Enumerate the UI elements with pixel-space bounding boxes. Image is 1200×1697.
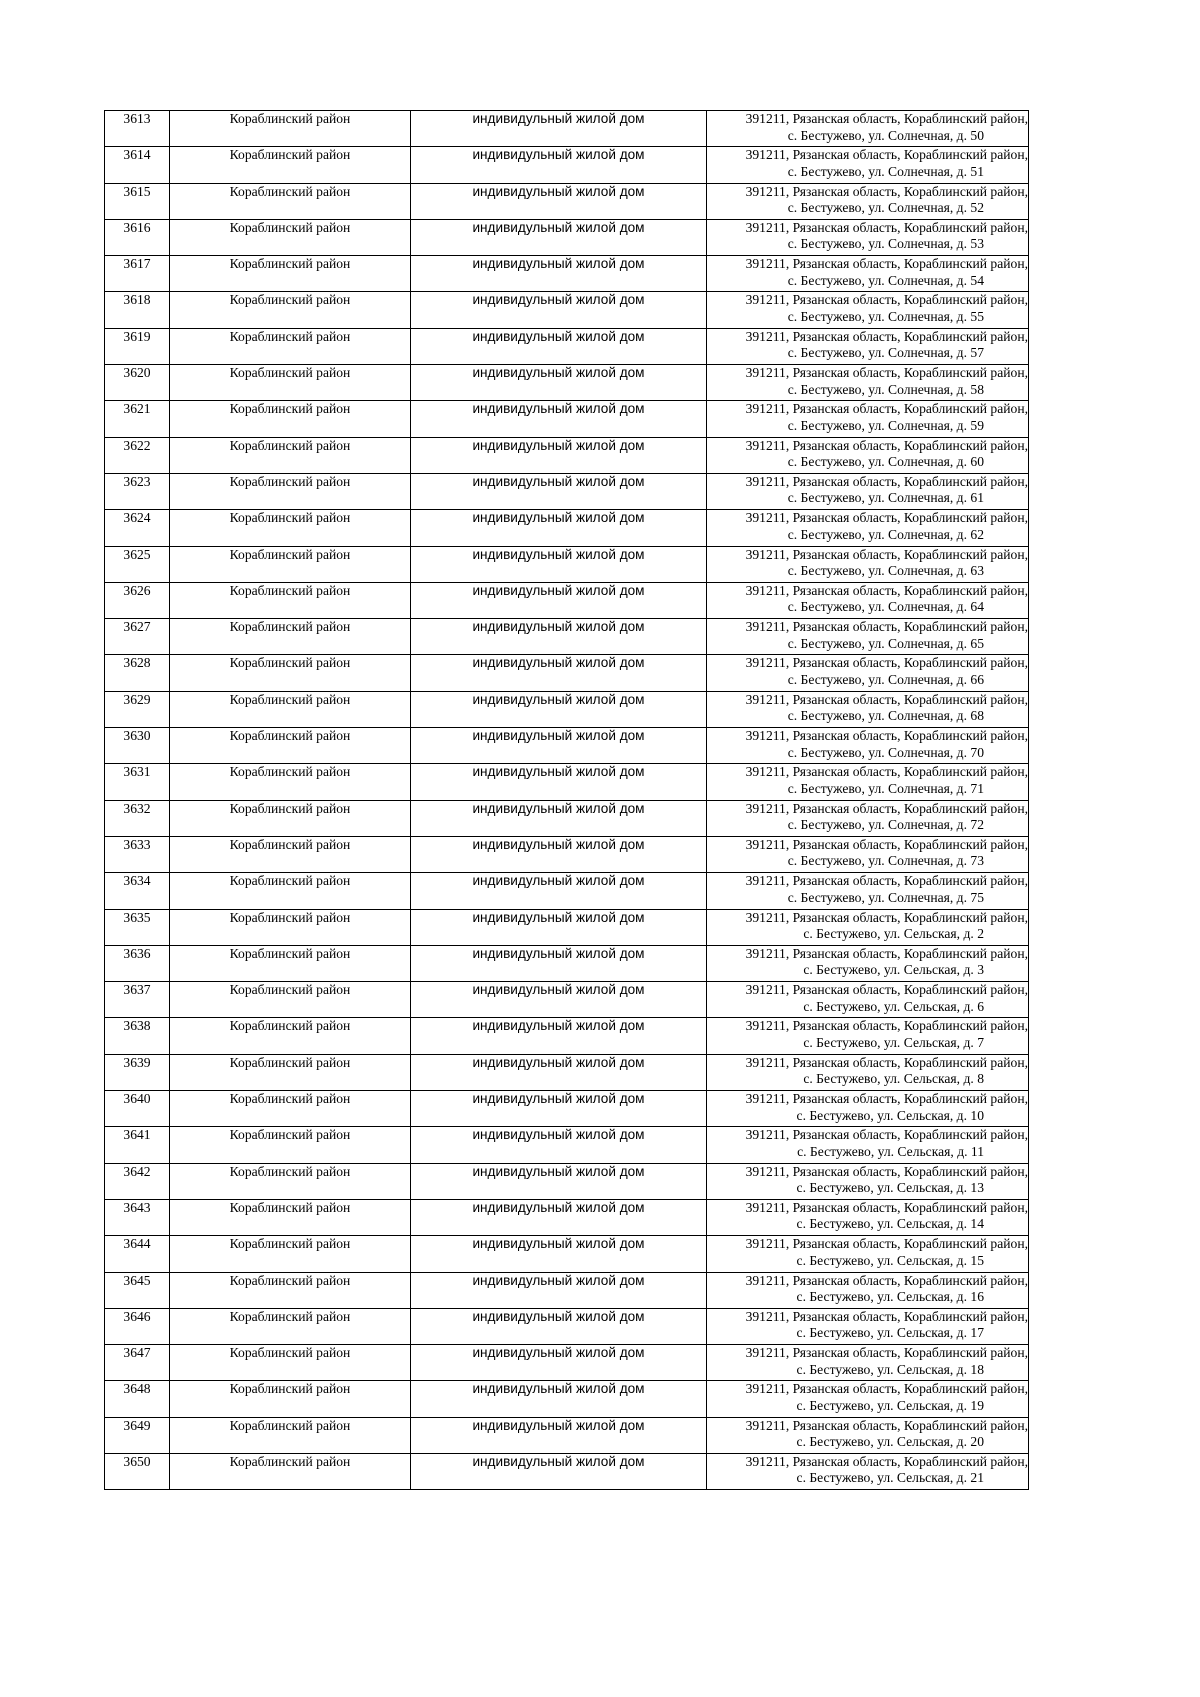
district-cell: Кораблинский район: [170, 546, 411, 582]
address-line-2: с. Бестужево, ул. Солнечная, д. 51: [787, 163, 984, 179]
object-type-cell: индивидульный жилой дом: [411, 1272, 707, 1308]
address-cell: [707, 1417, 1029, 1453]
object-type-cell: индивидульный жилой дом: [411, 1417, 707, 1453]
object-type-cell: индивидульный жилой дом: [411, 655, 707, 691]
district-cell: Кораблинский район: [170, 728, 411, 764]
address-cell: [707, 111, 1029, 147]
table-row: [105, 328, 1029, 364]
address-cell: [707, 1163, 1029, 1199]
object-type-cell: индивидульный жилой дом: [411, 945, 707, 981]
address-cell: [707, 836, 1029, 872]
address-line-2: с. Бестужево, ул. Солнечная, д. 62: [787, 526, 984, 542]
row-number-cell: 3626: [105, 582, 170, 618]
table-row: [105, 546, 1029, 582]
table-row: [105, 764, 1029, 800]
row-number-cell: 3620: [105, 365, 170, 401]
row-number-cell: 3640: [105, 1091, 170, 1127]
table-row: [105, 1417, 1029, 1453]
address-cell: [707, 800, 1029, 836]
address-line-1: 391211, Рязанская область, Кораблинский район,: [745, 1453, 1028, 1469]
district-cell: Кораблинский район: [170, 1163, 411, 1199]
address-line-1: 391211, Рязанская область, Кораблинский район,: [745, 728, 1028, 744]
object-type-cell: индивидульный жилой дом: [411, 764, 707, 800]
address-line-2: с. Бестужево, ул. Солнечная, д. 58: [787, 381, 984, 397]
address-line-1: 391211, Рязанская область, Кораблинский район,: [745, 510, 1028, 526]
object-type-cell: индивидульный жилой дом: [411, 219, 707, 255]
object-type-cell: индивидульный жилой дом: [411, 1381, 707, 1417]
row-number-cell: 3629: [105, 691, 170, 727]
address-line-1: 391211, Рязанская область, Кораблинский район,: [745, 219, 1028, 235]
address-line-1: 391211, Рязанская область, Кораблинский район,: [745, 1127, 1028, 1143]
address-line-2: с. Бестужево, ул. Сельская, д. 10: [796, 1107, 984, 1123]
table-row: [105, 873, 1029, 909]
address-cell: [707, 1054, 1029, 1090]
row-number-cell: 3624: [105, 510, 170, 546]
address-line-1: 391211, Рязанская область, Кораблинский район,: [745, 945, 1028, 961]
row-number-cell: 3641: [105, 1127, 170, 1163]
registry-table: [104, 110, 1029, 1490]
address-cell: [707, 691, 1029, 727]
row-number-cell: 3619: [105, 328, 170, 364]
address-line-1: 391211, Рязанская область, Кораблинский район,: [745, 1091, 1028, 1107]
address-cell: [707, 619, 1029, 655]
address-line-2: с. Бестужево, ул. Солнечная, д. 55: [787, 308, 984, 324]
address-cell: [707, 1381, 1029, 1417]
address-line-2: с. Бестужево, ул. Сельская, д. 2: [803, 926, 984, 942]
table-row: [105, 437, 1029, 473]
row-number-cell: 3621: [105, 401, 170, 437]
address-cell: [707, 328, 1029, 364]
table-row: [105, 183, 1029, 219]
object-type-cell: индивидульный жилой дом: [411, 1018, 707, 1054]
district-cell: Кораблинский район: [170, 691, 411, 727]
object-type-cell: индивидульный жилой дом: [411, 1127, 707, 1163]
row-number-cell: 3613: [105, 111, 170, 147]
row-number-cell: 3638: [105, 1018, 170, 1054]
address-cell: [707, 1272, 1029, 1308]
address-line-2: с. Бестужево, ул. Сельская, д. 19: [796, 1397, 984, 1413]
district-cell: Кораблинский район: [170, 619, 411, 655]
district-cell: Кораблинский район: [170, 582, 411, 618]
table-row: [105, 836, 1029, 872]
district-cell: Кораблинский район: [170, 836, 411, 872]
address-line-1: 391211, Рязанская область, Кораблинский район,: [745, 836, 1028, 852]
address-cell: [707, 582, 1029, 618]
table-row: [105, 510, 1029, 546]
address-line-1: 391211, Рязанская область, Кораблинский район,: [745, 546, 1028, 562]
district-cell: Кораблинский район: [170, 1054, 411, 1090]
district-cell: Кораблинский район: [170, 147, 411, 183]
address-line-1: 391211, Рязанская область, Кораблинский район,: [745, 111, 1028, 126]
address-line-2: с. Бестужево, ул. Солнечная, д. 57: [787, 345, 984, 361]
address-line-1: 391211, Рязанская область, Кораблинский район,: [745, 256, 1028, 272]
object-type-cell: индивидульный жилой дом: [411, 836, 707, 872]
address-line-2: с. Бестужево, ул. Солнечная, д. 50: [787, 127, 984, 143]
object-type-cell: индивидульный жилой дом: [411, 1091, 707, 1127]
address-line-1: 391211, Рязанская область, Кораблинский район,: [745, 582, 1028, 598]
table-row: [105, 909, 1029, 945]
table-row: [105, 147, 1029, 183]
row-number-cell: 3618: [105, 292, 170, 328]
address-line-2: с. Бестужево, ул. Солнечная, д. 64: [787, 599, 984, 615]
district-cell: Кораблинский район: [170, 219, 411, 255]
row-number-cell: 3648: [105, 1381, 170, 1417]
address-line-2: с. Бестужево, ул. Сельская, д. 8: [803, 1071, 984, 1087]
address-line-1: 391211, Рязанская область, Кораблинский район,: [745, 365, 1028, 381]
address-line-1: 391211, Рязанская область, Кораблинский район,: [745, 1054, 1028, 1070]
object-type-cell: индивидульный жилой дом: [411, 401, 707, 437]
address-line-1: 391211, Рязанская область, Кораблинский район,: [745, 873, 1028, 889]
object-type-cell: индивидульный жилой дом: [411, 873, 707, 909]
address-line-2: с. Бестужево, ул. Сельская, д. 13: [796, 1180, 984, 1196]
address-cell: [707, 728, 1029, 764]
district-cell: Кораблинский район: [170, 111, 411, 147]
address-line-1: 391211, Рязанская область, Кораблинский район,: [745, 1381, 1028, 1397]
address-line-1: 391211, Рязанская область, Кораблинский район,: [745, 437, 1028, 453]
table-row: [105, 401, 1029, 437]
row-number-cell: 3635: [105, 909, 170, 945]
address-line-1: 391211, Рязанская область, Кораблинский район,: [745, 1018, 1028, 1034]
address-line-2: с. Бестужево, ул. Солнечная, д. 54: [787, 272, 984, 288]
object-type-cell: индивидульный жилой дом: [411, 256, 707, 292]
row-number-cell: 3639: [105, 1054, 170, 1090]
district-cell: Кораблинский район: [170, 328, 411, 364]
object-type-cell: индивидульный жилой дом: [411, 1199, 707, 1235]
object-type-cell: индивидульный жилой дом: [411, 800, 707, 836]
address-cell: [707, 1236, 1029, 1272]
address-line-2: с. Бестужево, ул. Солнечная, д. 75: [787, 889, 984, 905]
row-number-cell: 3650: [105, 1453, 170, 1489]
table-row: [105, 1272, 1029, 1308]
table-row: [105, 1127, 1029, 1163]
row-number-cell: 3633: [105, 836, 170, 872]
district-cell: Кораблинский район: [170, 1199, 411, 1235]
district-cell: Кораблинский район: [170, 183, 411, 219]
address-cell: [707, 1345, 1029, 1381]
address-cell: [707, 219, 1029, 255]
table-row: [105, 219, 1029, 255]
object-type-cell: индивидульный жилой дом: [411, 1453, 707, 1489]
address-line-1: 391211, Рязанская область, Кораблинский район,: [745, 473, 1028, 489]
address-line-1: 391211, Рязанская область, Кораблинский район,: [745, 1308, 1028, 1324]
district-cell: Кораблинский район: [170, 1308, 411, 1344]
address-line-1: 391211, Рязанская область, Кораблинский район,: [745, 1199, 1028, 1215]
row-number-cell: 3636: [105, 945, 170, 981]
row-number-cell: 3627: [105, 619, 170, 655]
registry-table-body: [105, 111, 1029, 1490]
address-cell: [707, 945, 1029, 981]
object-type-cell: индивидульный жилой дом: [411, 691, 707, 727]
table-row: [105, 1381, 1029, 1417]
object-type-cell: индивидульный жилой дом: [411, 111, 707, 147]
table-row: [105, 1018, 1029, 1054]
object-type-cell: индивидульный жилой дом: [411, 147, 707, 183]
address-line-1: 391211, Рязанская область, Кораблинский район,: [745, 909, 1028, 925]
address-cell: [707, 873, 1029, 909]
district-cell: Кораблинский район: [170, 655, 411, 691]
row-number-cell: 3644: [105, 1236, 170, 1272]
address-line-2: с. Бестужево, ул. Сельская, д. 6: [803, 998, 984, 1014]
address-line-1: 391211, Рязанская область, Кораблинский район,: [745, 691, 1028, 707]
address-line-1: 391211, Рязанская область, Кораблинский район,: [745, 1272, 1028, 1288]
row-number-cell: 3642: [105, 1163, 170, 1199]
address-cell: [707, 365, 1029, 401]
district-cell: Кораблинский район: [170, 1345, 411, 1381]
table-row: [105, 619, 1029, 655]
table-row: [105, 655, 1029, 691]
address-cell: [707, 292, 1029, 328]
row-number-cell: 3630: [105, 728, 170, 764]
table-row: [105, 582, 1029, 618]
address-cell: [707, 473, 1029, 509]
table-row: [105, 728, 1029, 764]
object-type-cell: индивидульный жилой дом: [411, 982, 707, 1018]
address-line-2: с. Бестужево, ул. Солнечная, д. 68: [787, 708, 984, 724]
table-row: [105, 1199, 1029, 1235]
address-cell: [707, 256, 1029, 292]
address-cell: [707, 1091, 1029, 1127]
address-line-2: с. Бестужево, ул. Сельская, д. 20: [796, 1434, 984, 1450]
address-cell: [707, 1308, 1029, 1344]
row-number-cell: 3625: [105, 546, 170, 582]
district-cell: Кораблинский район: [170, 945, 411, 981]
row-number-cell: 3614: [105, 147, 170, 183]
table-row: [105, 292, 1029, 328]
object-type-cell: индивидульный жилой дом: [411, 728, 707, 764]
address-line-2: с. Бестужево, ул. Сельская, д. 3: [803, 962, 984, 978]
address-line-2: с. Бестужево, ул. Сельская, д. 7: [803, 1034, 984, 1050]
table-row: [105, 256, 1029, 292]
district-cell: Кораблинский район: [170, 1381, 411, 1417]
table-row: [105, 473, 1029, 509]
address-cell: [707, 655, 1029, 691]
address-line-2: с. Бестужево, ул. Солнечная, д. 73: [787, 853, 984, 869]
table-row: [105, 982, 1029, 1018]
address-line-2: с. Бестужево, ул. Сельская, д. 17: [796, 1325, 984, 1341]
object-type-cell: индивидульный жилой дом: [411, 183, 707, 219]
object-type-cell: индивидульный жилой дом: [411, 1345, 707, 1381]
row-number-cell: 3646: [105, 1308, 170, 1344]
address-line-1: 391211, Рязанская область, Кораблинский район,: [745, 1345, 1028, 1361]
address-cell: [707, 764, 1029, 800]
address-cell: [707, 546, 1029, 582]
table-row: [105, 111, 1029, 147]
address-line-2: с. Бестужево, ул. Сельская, д. 18: [796, 1361, 984, 1377]
table-row: [105, 1163, 1029, 1199]
object-type-cell: индивидульный жилой дом: [411, 546, 707, 582]
district-cell: Кораблинский район: [170, 1236, 411, 1272]
object-type-cell: индивидульный жилой дом: [411, 510, 707, 546]
table-row: [105, 1054, 1029, 1090]
row-number-cell: 3634: [105, 873, 170, 909]
address-cell: [707, 401, 1029, 437]
object-type-cell: индивидульный жилой дом: [411, 1236, 707, 1272]
address-line-2: с. Бестужево, ул. Сельская, д. 21: [796, 1470, 984, 1486]
address-line-1: 391211, Рязанская область, Кораблинский район,: [745, 800, 1028, 816]
district-cell: Кораблинский район: [170, 1127, 411, 1163]
object-type-cell: индивидульный жилой дом: [411, 437, 707, 473]
address-line-2: с. Бестужево, ул. Сельская, д. 14: [796, 1216, 984, 1232]
address-line-2: с. Бестужево, ул. Сельская, д. 15: [796, 1252, 984, 1268]
object-type-cell: индивидульный жилой дом: [411, 582, 707, 618]
table-row: [105, 1236, 1029, 1272]
address-cell: [707, 1018, 1029, 1054]
table-row: [105, 1345, 1029, 1381]
table-row: [105, 1091, 1029, 1127]
table-row: [105, 365, 1029, 401]
address-line-1: 391211, Рязанская область, Кораблинский район,: [745, 764, 1028, 780]
address-line-2: с. Бестужево, ул. Сельская, д. 11: [797, 1143, 984, 1159]
address-line-2: с. Бестужево, ул. Солнечная, д. 63: [787, 563, 984, 579]
address-line-1: 391211, Рязанская область, Кораблинский район,: [745, 328, 1028, 344]
object-type-cell: индивидульный жилой дом: [411, 1054, 707, 1090]
table-row: [105, 1308, 1029, 1344]
address-cell: [707, 147, 1029, 183]
row-number-cell: 3622: [105, 437, 170, 473]
object-type-cell: индивидульный жилой дом: [411, 1163, 707, 1199]
address-cell: [707, 982, 1029, 1018]
address-line-1: 391211, Рязанская область, Кораблинский район,: [745, 401, 1028, 417]
district-cell: Кораблинский район: [170, 1272, 411, 1308]
address-cell: [707, 1199, 1029, 1235]
district-cell: Кораблинский район: [170, 1091, 411, 1127]
object-type-cell: индивидульный жилой дом: [411, 909, 707, 945]
address-line-2: с. Бестужево, ул. Солнечная, д. 72: [787, 817, 984, 833]
district-cell: Кораблинский район: [170, 256, 411, 292]
address-cell: [707, 183, 1029, 219]
district-cell: Кораблинский район: [170, 982, 411, 1018]
object-type-cell: индивидульный жилой дом: [411, 473, 707, 509]
row-number-cell: 3617: [105, 256, 170, 292]
address-line-1: 391211, Рязанская область, Кораблинский район,: [745, 655, 1028, 671]
row-number-cell: 3643: [105, 1199, 170, 1235]
object-type-cell: индивидульный жилой дом: [411, 292, 707, 328]
address-line-1: 391211, Рязанская область, Кораблинский район,: [745, 183, 1028, 199]
address-line-2: с. Бестужево, ул. Сельская, д. 16: [796, 1289, 984, 1304]
table-row: [105, 1453, 1029, 1489]
address-line-1: 391211, Рязанская область, Кораблинский район,: [745, 147, 1028, 163]
row-number-cell: 3632: [105, 800, 170, 836]
district-cell: Кораблинский район: [170, 473, 411, 509]
address-line-2: с. Бестужево, ул. Солнечная, д. 66: [787, 671, 984, 687]
row-number-cell: 3649: [105, 1417, 170, 1453]
address-line-2: с. Бестужево, ул. Солнечная, д. 65: [787, 635, 984, 651]
district-cell: Кораблинский район: [170, 1417, 411, 1453]
row-number-cell: 3637: [105, 982, 170, 1018]
district-cell: Кораблинский район: [170, 510, 411, 546]
row-number-cell: 3616: [105, 219, 170, 255]
object-type-cell: индивидульный жилой дом: [411, 619, 707, 655]
district-cell: Кораблинский район: [170, 1453, 411, 1489]
address-cell: [707, 1453, 1029, 1489]
district-cell: Кораблинский район: [170, 909, 411, 945]
row-number-cell: 3631: [105, 764, 170, 800]
address-cell: [707, 510, 1029, 546]
address-line-1: 391211, Рязанская область, Кораблинский район,: [745, 1417, 1028, 1433]
district-cell: Кораблинский район: [170, 401, 411, 437]
address-line-2: с. Бестужево, ул. Солнечная, д. 52: [787, 200, 984, 216]
table-row: [105, 800, 1029, 836]
address-cell: [707, 1127, 1029, 1163]
address-line-1: 391211, Рязанская область, Кораблинский район,: [745, 619, 1028, 635]
address-line-2: с. Бестужево, ул. Солнечная, д. 53: [787, 236, 984, 252]
district-cell: Кораблинский район: [170, 800, 411, 836]
table-row: [105, 691, 1029, 727]
row-number-cell: 3647: [105, 1345, 170, 1381]
row-number-cell: 3645: [105, 1272, 170, 1308]
address-line-2: с. Бестужево, ул. Солнечная, д. 70: [787, 744, 984, 760]
address-line-1: 391211, Рязанская область, Кораблинский район,: [745, 1163, 1028, 1179]
address-line-1: 391211, Рязанская область, Кораблинский район,: [745, 982, 1028, 998]
address-line-2: с. Бестужево, ул. Солнечная, д. 59: [787, 417, 984, 433]
address-line-1: 391211, Рязанская область, Кораблинский район,: [745, 1236, 1028, 1252]
district-cell: Кораблинский район: [170, 437, 411, 473]
district-cell: Кораблинский район: [170, 873, 411, 909]
object-type-cell: индивидульный жилой дом: [411, 365, 707, 401]
row-number-cell: 3615: [105, 183, 170, 219]
table-row: [105, 945, 1029, 981]
address-line-2: с. Бестужево, ул. Солнечная, д. 60: [787, 454, 984, 470]
address-line-2: с. Бестужево, ул. Солнечная, д. 61: [787, 490, 984, 506]
address-line-2: с. Бестужево, ул. Солнечная, д. 71: [787, 780, 984, 796]
address-cell: [707, 437, 1029, 473]
district-cell: Кораблинский район: [170, 764, 411, 800]
district-cell: Кораблинский район: [170, 365, 411, 401]
district-cell: Кораблинский район: [170, 292, 411, 328]
address-cell: [707, 909, 1029, 945]
object-type-cell: индивидульный жилой дом: [411, 1308, 707, 1344]
address-line-1: 391211, Рязанская область, Кораблинский район,: [745, 292, 1028, 308]
row-number-cell: 3623: [105, 473, 170, 509]
object-type-cell: индивидульный жилой дом: [411, 328, 707, 364]
district-cell: Кораблинский район: [170, 1018, 411, 1054]
row-number-cell: 3628: [105, 655, 170, 691]
